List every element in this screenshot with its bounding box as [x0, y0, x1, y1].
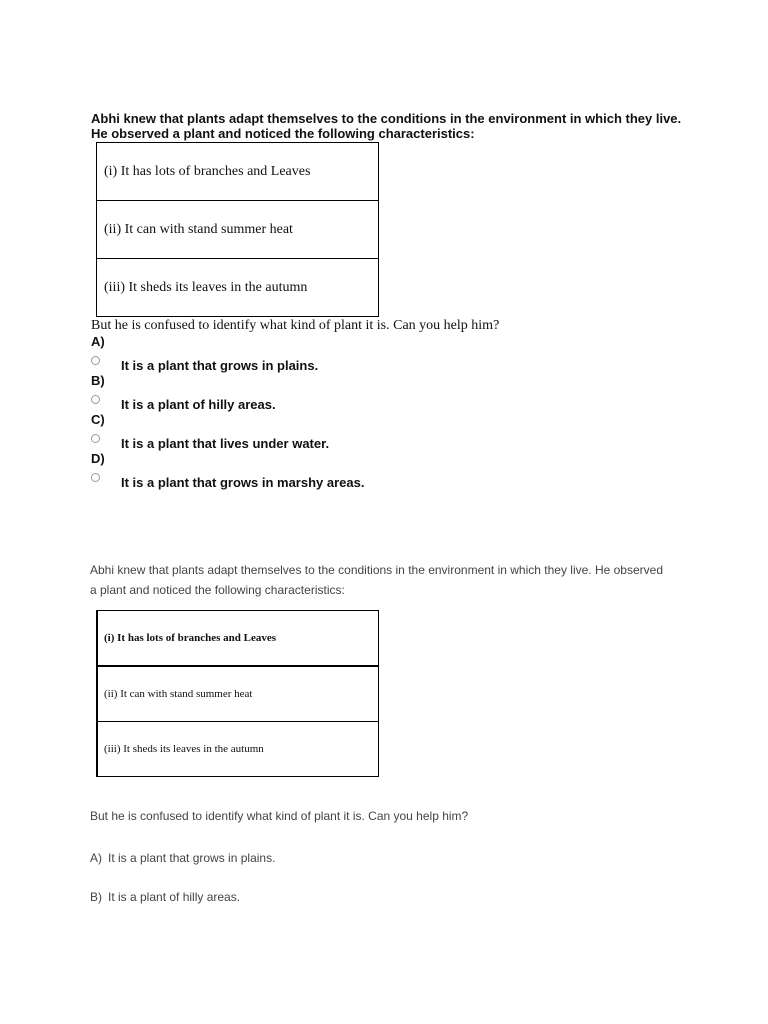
question-2-option-b[interactable] — [90, 890, 240, 904]
characteristic-cell: (iii) It sheds its leaves in the autumn — [97, 722, 379, 777]
option-b-label[interactable]: It is a plant of hilly areas. — [121, 397, 276, 412]
option-letter: A) — [90, 851, 102, 865]
question-2-intro: Abhi knew that plants adapt themselves to the conditions in the environment in which they live. He observed a plant and noticed the following characteristics: — [90, 563, 663, 597]
option-d-radio[interactable] — [91, 473, 100, 482]
option-letter: B) — [90, 890, 102, 904]
question-2-characteristics-table — [96, 610, 379, 777]
characteristic-cell: (i) It has lots of branches and Leaves — [97, 143, 379, 201]
option-a-letter: A) — [91, 334, 105, 349]
characteristic-cell: (i) It has lots of branches and Leaves — [97, 611, 379, 667]
question-1-intro: Abhi knew that plants adapt themselves to the conditions in the environment in which they live. He observed a plant and noticed the following characteristics: — [91, 111, 682, 141]
option-a-radio[interactable] — [91, 356, 100, 365]
table-row — [97, 666, 379, 722]
option-a-label[interactable]: It is a plant that grows in plains. — [121, 358, 319, 373]
characteristic-cell: (iii) It sheds its leaves in the autumn — [97, 259, 379, 317]
table-row — [97, 722, 379, 777]
table-row — [97, 143, 379, 201]
characteristic-cell: (ii) It can with stand summer heat — [97, 666, 379, 722]
option-text: It is a plant of hilly areas. — [108, 890, 241, 904]
table-row — [97, 611, 379, 667]
question-1-prompt: But he is confused to identify what kind of plant it is. Can you help him? — [91, 318, 500, 333]
characteristic-cell: (ii) It can with stand summer heat — [97, 201, 379, 259]
question-1-characteristics-table — [96, 142, 379, 317]
question-2-prompt: But he is confused to identify what kind of plant it is. Can you help him? — [90, 809, 469, 823]
option-text: It is a plant that grows in plains. — [108, 851, 276, 865]
option-d-label[interactable]: It is a plant that grows in marshy areas. — [121, 475, 365, 490]
option-d-letter: D) — [91, 451, 105, 466]
question-2-option-a[interactable] — [90, 851, 275, 865]
option-c-label[interactable]: It is a plant that lives under water. — [121, 436, 330, 451]
option-c-letter: C) — [91, 412, 105, 427]
table-row — [97, 201, 379, 259]
table-row — [97, 259, 379, 317]
option-b-letter: B) — [91, 373, 105, 388]
option-b-radio[interactable] — [91, 395, 100, 404]
option-c-radio[interactable] — [91, 434, 100, 443]
